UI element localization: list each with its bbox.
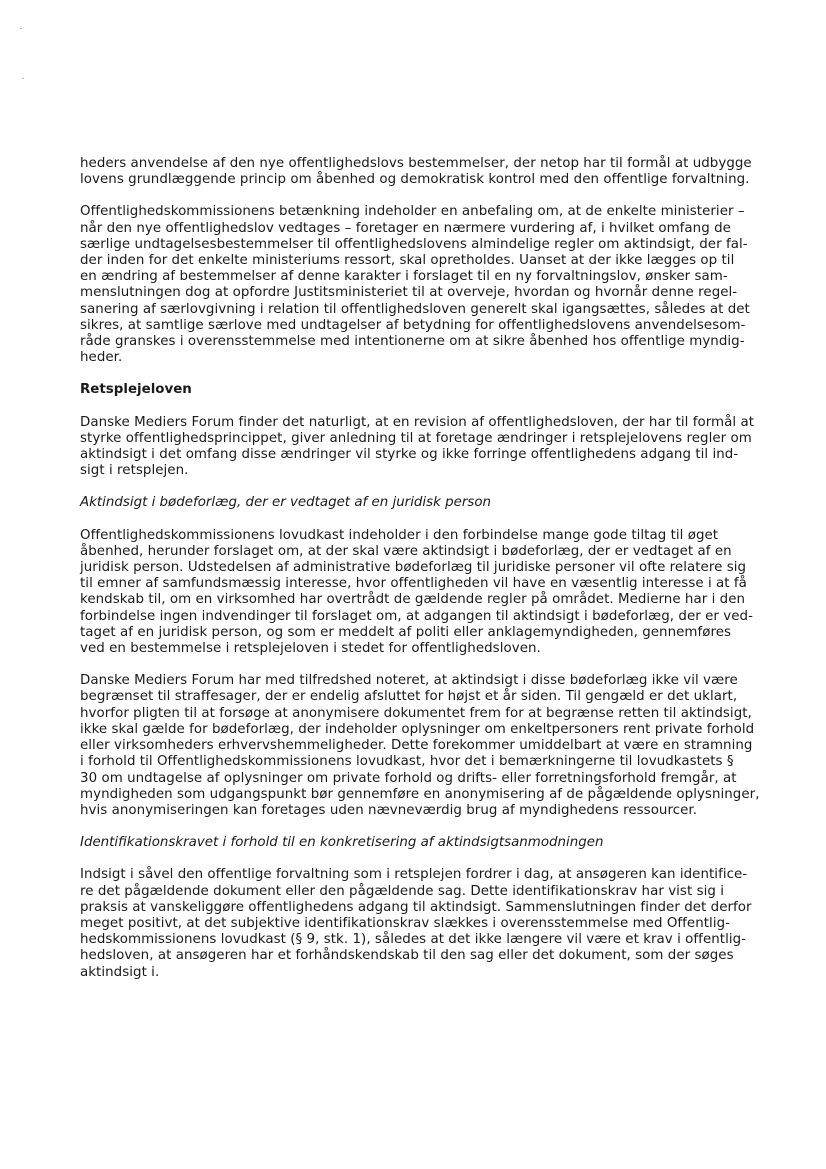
subheading-fine-notice-access: Aktindsigt i bødeforlæg, der er vedtaget af en juridisk person bbox=[80, 495, 492, 511]
subheading-identification-requirement: Identifikationskravet i forhold til en konkretisering af aktindsigtsanmodningen bbox=[80, 835, 604, 851]
scan-speck bbox=[22, 78, 24, 79]
paragraph-fine-notice-proposal: Offentlighedskommissionens lovudkast indeholder i den forbindelse mange gode tiltag til øget åbenhed, herunder forslaget om, at der skal være aktindsigt i bødeforlæg, der er vedtaget af en juridisk person. Udstedelsen af administrative bødeforlæg til juridiske personer vil ofte relatere sig til emner af samfundsmæssig interesse, hvor offentligheden vil have en væsentlig interesse i at få kendskab til, om en virksomhed har overtrådt de gældende regler på området. Medierne har i den forbindelse ingen indvendinger til forslaget om, at adgangen til aktindsigt i bødeforlæg, der er ved- taget af en juridisk person, og som er meddelt af politi eller anklagemyndigheden, gennemføres ved en bestemmelse i retsplejeloven i stedet for offentlighedsloven. bbox=[80, 527, 753, 657]
paragraph-identification-requirement: Indsigt i såvel den offentlige forvaltning som i retsplejen fordrer i dag, at ansøgeren kan identifice- re det pågældende dokument eller den pågældende sag. Dette identifikationskrav har vist sig i praksis at vanskeliggøre offentlighedens adgang til aktindsigt. Sammenslutningen finder det derfor meget positivt, at det subjektive identifikationskrav slækkes i overensstemmelse med Offentlig- hedskommissionens lovudkast (§ 9, stk. 1), således at det ikke længere vil være et krav i offentlig- hedsloven, at ansøgeren har et forhåndskendskab til den sag eller det dokument, som der søges aktindsigt i. bbox=[80, 867, 752, 980]
paragraph-anonymisation: Danske Mediers Forum har med tilfredshed noteret, at aktindsigt i disse bødeforlæg ikke vil være begrænset til straffesager, der er endelig afsluttet for højst et år siden. Til gengæld er det uklart, hvorfor pligten til at forsøge at anonymisere dokumentet frem for at begrænse retten til aktindsigt, ikke skal gælde for bødeforlæg, der indeholder oplysninger om enkeltpersoners rent private forhold eller virksomheders erhvervshemmeligheder. Dette forekommer umiddelbart at være en stramning i forhold til Offentlighedskommissionens lovudkast, hvor det i bemærkningerne til lovudkastets § 30 om undtagelse af oplysninger om private forhold og drifts- eller forretningsforhold fremgår, at myndigheden som udgangspunkt bør gennemføre en anonymisering af de pågældende oplysninger, hvis anonymiseringen kan foretages uden nævneværdig brug af myndighedens ressourcer. bbox=[80, 673, 760, 818]
paragraph-openness-principle: heders anvendelse af den nye offentlighedslovs bestemmelser, der netop har til formål at udbygge lovens grundlæggende princip om åbenhed og demokratisk kontrol med den offentlige forvaltning. bbox=[80, 156, 752, 188]
scan-speck bbox=[20, 28, 22, 29]
paragraph-commission-recommendation: Offentlighedskommissionens betænkning indeholder en anbefaling om, at de enkelte ministerier – når den nye offentlighedslov vedtages – foretager en nærmere vurdering af, i hvilket omfang de særlige undtagelsesbestemmelser til offentlighedslovens almindelige regler om aktindsigt, der fal- der inden for det enkelte ministeriums ressort, skal opretholdes. Uanset at der ikke lægges op til en ændring af bestemmelser af denne karakter i forslaget til en ny forvaltningslov, ønsker sam- menslutningen dog at opfordre Justitsministeriet til at overveje, hvordan og hvornår denne regel- sanering af særlovgivning i relation til offentlighedsloven generelt skal igangsættes, således at det sikres, at samtlige særlove med undtagelser af betydning for offentlighedslovens anvendelsesom- råde granskes i overensstemmelse med intentionerne om at sikre åbenhed hos offentlige myndig- heder. bbox=[80, 204, 750, 366]
document-page bbox=[80, 156, 760, 981]
section-heading-retsplejeloven: Retsplejeloven bbox=[80, 382, 192, 398]
paragraph-retsplejeloven-revision: Danske Mediers Forum finder det naturligt, at en revision af offentlighedsloven, der har til formål at styrke offentlighedsprincippet, giver anledning til at foretage ændringer i retsplejelovens regler om aktindsigt i det omfang disse ændringer vil styrke og ikke forringe offentlighedens adgang til ind- sigt i retsplejen. bbox=[80, 414, 755, 479]
